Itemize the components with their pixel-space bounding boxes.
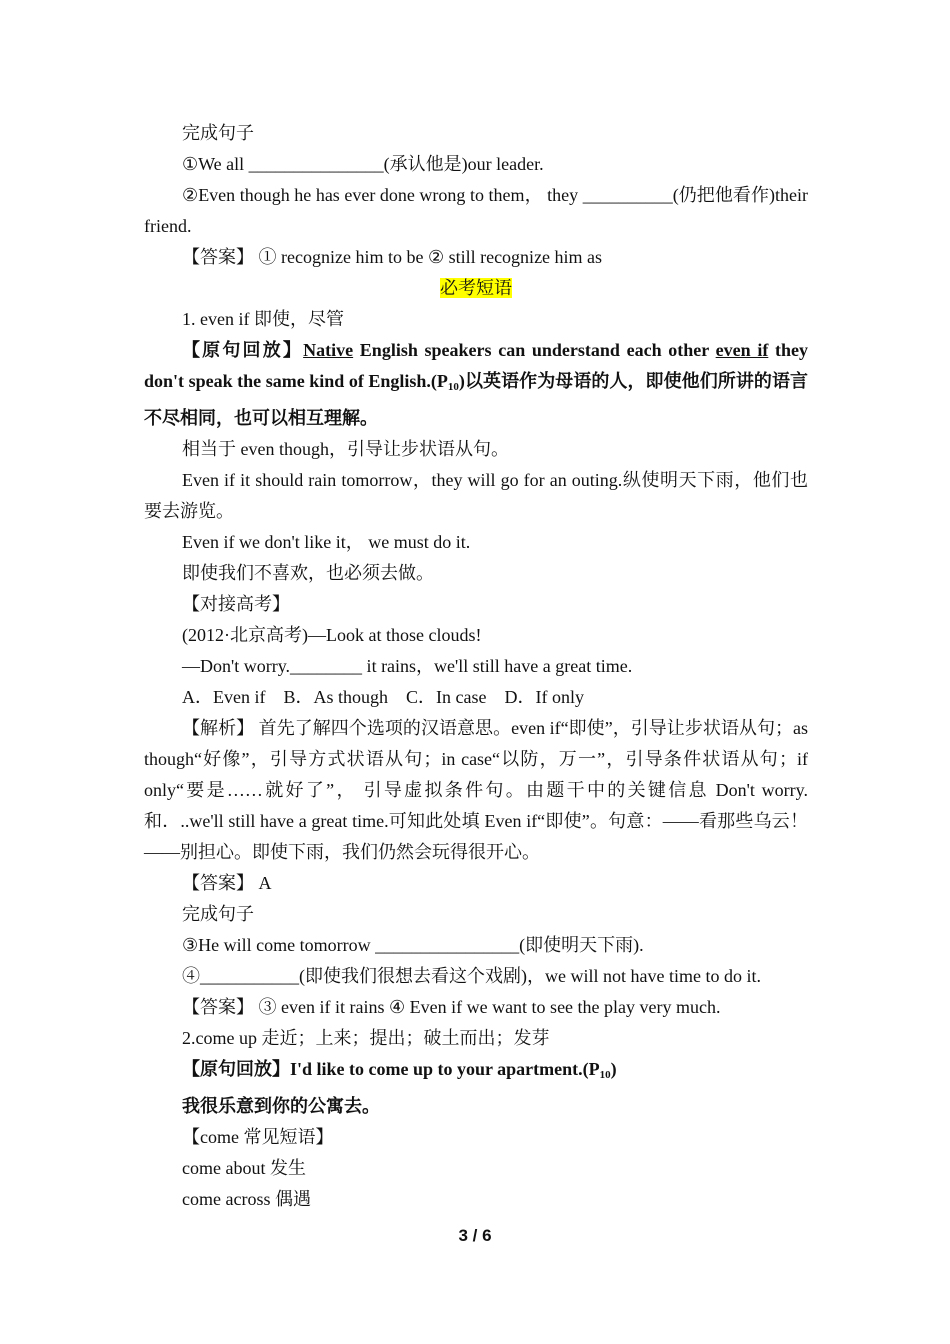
sentence-translation: 我很乐意到你的公寓去。 [182, 1096, 380, 1116]
exercise-sentence: ②Even though he has ever done wrong to them， they __________(仍把他看作)their friend. [144, 185, 808, 236]
sentence-text: ) [610, 1059, 617, 1079]
answer-line: 【答案】 ① recognize him to be ② still recognize him as [182, 247, 603, 267]
exercise-sentence: ①We all _______________(承认他是)our leader. [182, 154, 544, 174]
answer-line: 【答案】 A [182, 873, 272, 893]
example-translation: 即使我们不喜欢，也必须去做。 [182, 563, 434, 583]
exam-question: —Don't worry.________ it rains，we'll still have a great time. [182, 656, 633, 676]
sentence-text: they don't speak the same kind of English.(P [144, 340, 808, 391]
section-heading [144, 273, 808, 304]
section-label: 【come 常见短语】 [182, 1127, 334, 1147]
phrase-title: 2.come up 走近；上来；提出；破土而出；发芽 [182, 1028, 550, 1048]
page-subscript: 10 [599, 1069, 611, 1081]
phrase-item: come about 发生 [182, 1158, 306, 1178]
answer-options: A．Even if B．As though C．In case D．If only [182, 687, 584, 707]
document-body [144, 118, 808, 1215]
underlined-phrase: even if [715, 340, 769, 360]
exercise-sentence: ④___________(即使我们很想去看这个戏剧)，we will not have time to do it. [182, 966, 761, 986]
example-sentence: Even if we don't like it， we must do it. [182, 532, 471, 552]
analysis: 【解析】 首先了解四个选项的汉语意思。even if“即使”，引导让步状语从句；as though“好像”，引导方式状语从句；in case“以防，万一”，引导条件状语从句；if only“要是……就好了”， 引导虚拟条件句。由题干中的关键信息 Don't worry.和．..we'll still have a great time.可知此处填 Even if“即使”。句意：——看那些乌云！——别担心。即使下雨，我们仍然会玩得很开心。 [144, 718, 808, 862]
underlined-word: Native [303, 340, 354, 360]
section-label: 完成句子 [182, 123, 254, 143]
page-subscript: 10 [447, 381, 459, 393]
section-label: 完成句子 [182, 904, 254, 924]
original-sentence [144, 1054, 808, 1091]
sentence-translation: )以英语作为母语的人，即使他们所讲的语言不尽相同，也可以相互理解。 [144, 371, 808, 428]
explanation: 相当于 even though，引导让步状语从句。 [182, 439, 509, 459]
original-label: 【原句回放】 [182, 340, 304, 360]
original-sentence [144, 335, 808, 434]
sentence-text: English speakers can understand each other [353, 340, 716, 360]
section-label: 【对接高考】 [182, 594, 290, 614]
exam-question: (2012·北京高考)—Look at those clouds! [182, 625, 482, 645]
sentence-text: 【原句回放】I'd like to come up to your apartment.(P [182, 1059, 600, 1079]
example-sentence: Even if it should rain tomorrow，they will go for an outing.纵使明天下雨，他们也要去游览。 [144, 470, 808, 521]
page-number: 3 / 6 [458, 1226, 492, 1245]
answer-line: 【答案】 ③ even if it rains ④ Even if we want to see the play very much. [182, 997, 721, 1017]
exercise-sentence: ③He will come tomorrow ________________(即使明天下雨). [182, 935, 644, 955]
highlighted-heading: 必考短语 [440, 278, 512, 298]
phrase-item: come across 偶遇 [182, 1189, 311, 1209]
phrase-title: 1. even if 即使，尽管 [182, 309, 344, 329]
